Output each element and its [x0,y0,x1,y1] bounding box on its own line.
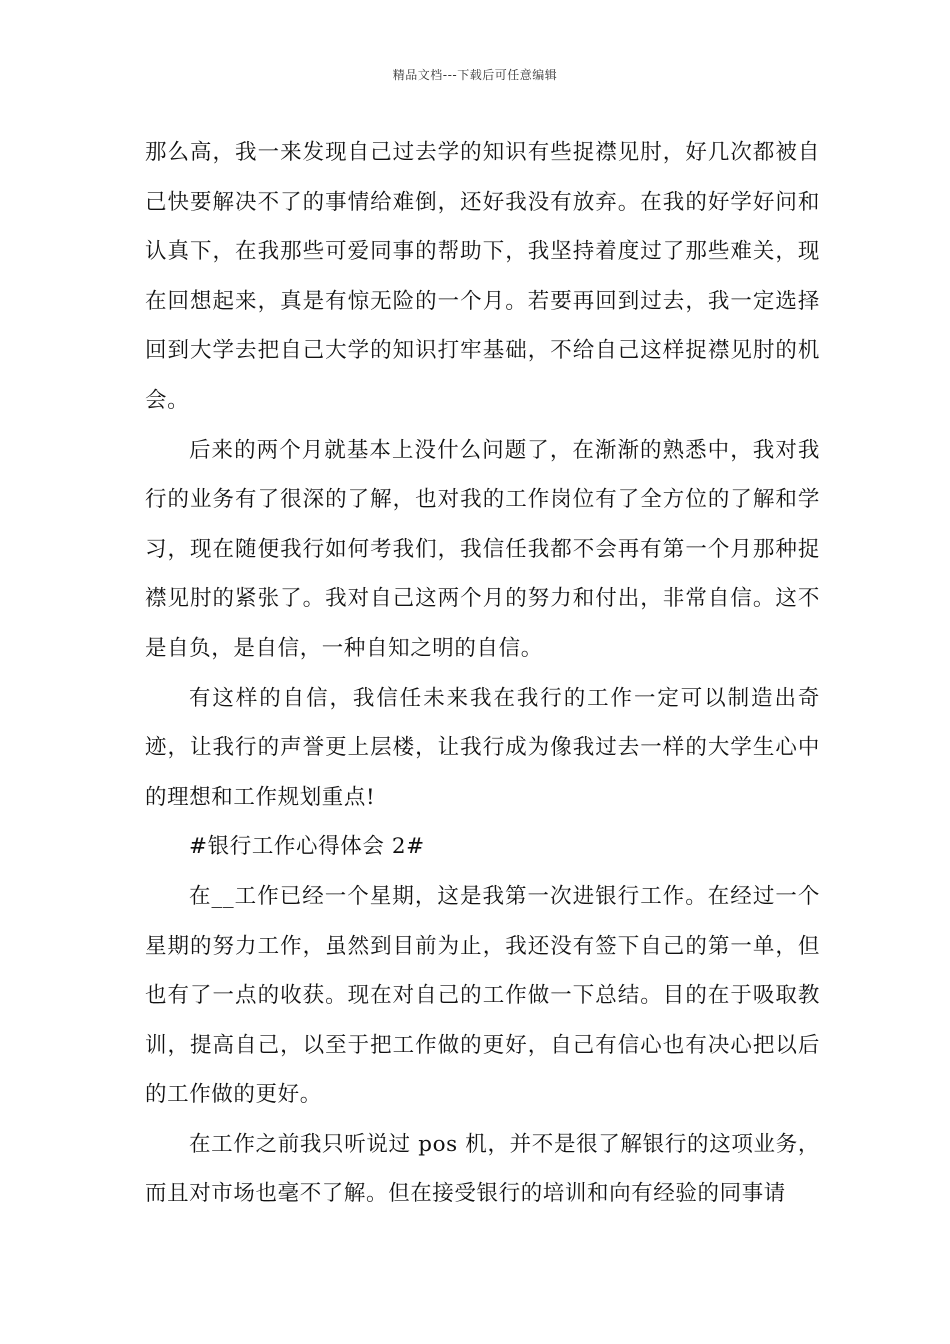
section-heading: #银行工作心得体会 2# [189,834,425,860]
page-header: 精品文档---下载后可任意编辑 [392,68,558,82]
paragraph-4: 在__工作已经一个星期，这是我第一次进银行工作。在经过一个星期的努力工作，虽然到目前为止，我还没有签下自己的第一单，但也有了一点的收获。现在对自己的工作做一下总结。目的在于吸取教训，提高自己，以至于把工作做的更好，自己有信心也有决心把以后的工作做的更好。 [145,883,820,1108]
document-body [145,128,820,1219]
paragraph-3: 有这样的自信，我信任未来我在我行的工作一定可以制造出奇迹，让我行的声誉更上层楼，让我行成为像我过去一样的大学生心中的理想和工作规划重点! [145,685,820,810]
paragraph-5: 在工作之前我只听说过 pos 机，并不是很了解银行的这项业务，而且对市场也毫不了解。但在接受银行的培训和向有经验的同事请 [145,1131,820,1207]
paragraph-1: 那么高，我一来发现自己过去学的知识有些捉襟见肘，好几次都被自己快要解决不了的事情给难倒，还好我没有放弃。在我的好学好问和认真下，在我那些可爱同事的帮助下，我坚持着度过了那些难关，现在回想起来，真是有惊无险的一个月。若要再回到过去，我一定选择回到大学去把自己大学的知识打牢基础，不给自己这样捉襟见肘的机会。 [145,140,820,413]
paragraph-2: 后来的两个月就基本上没什么问题了，在渐渐的熟悉中，我对我行的业务有了很深的了解，也对我的工作岗位有了全方位的了解和学习，现在随便我行如何考我们，我信任我都不会再有第一个月那种捉襟见肘的紧张了。我对自己这两个月的努力和付出，非常自信。这不是自负，是自信，一种自知之明的自信。 [145,437,820,661]
